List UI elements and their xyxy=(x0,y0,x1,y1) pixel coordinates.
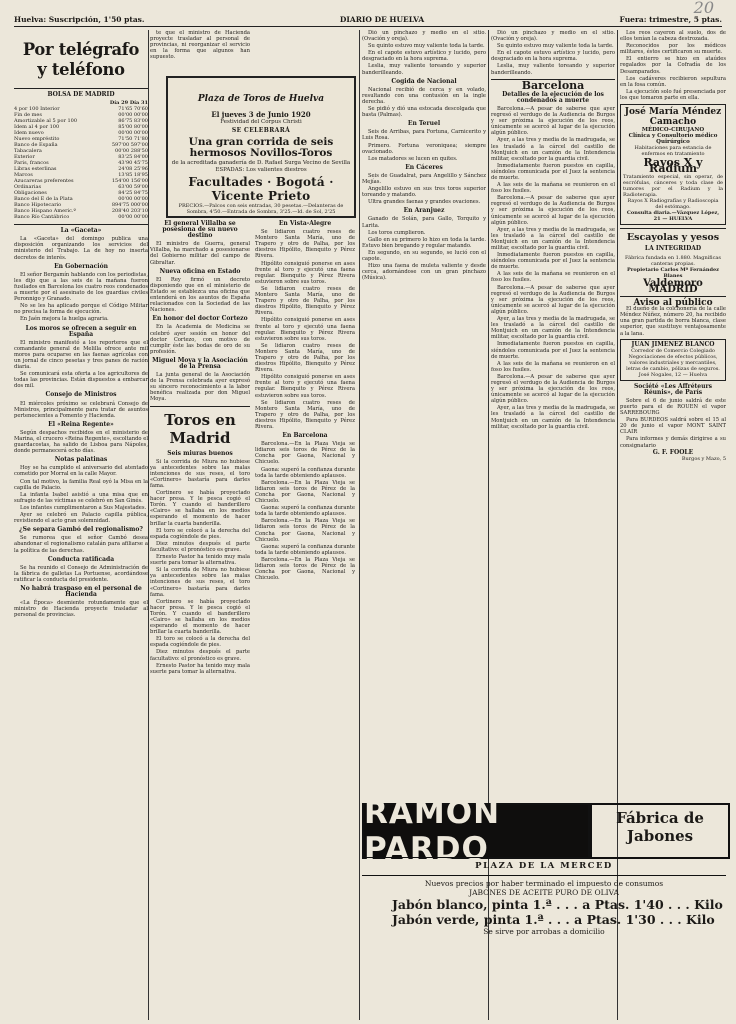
article-text: En el capote estuvo artístico y lucido, pero desgraciado en la hora suprema. xyxy=(491,50,615,63)
stock-name: Nuevo empréstito xyxy=(14,136,60,143)
article-heading: En Vista-Alegre xyxy=(278,220,332,227)
article-text: Seis de Guadalrat, para Angelillo y Sánchez Mejías. xyxy=(362,172,486,185)
stock-name: 4 por 100 Interior xyxy=(14,106,60,113)
column-2a xyxy=(150,218,250,1013)
ad-prices: PRECIOS.—Palcos con seis entradas, 30 pesetas.—Delanteras de Sombra, 4'50.—Entrada de Sombra, 3'25.—Id. de Sol, 2'25 xyxy=(178,203,344,215)
stock-name: Banco Hipotecario xyxy=(14,202,62,209)
article-heading: No habrá traspaso en el personal de Hacienda xyxy=(20,584,142,599)
article-text: Con tal motivo, la familia Real oyó la Misa en la capilla de Palacio. xyxy=(14,478,148,491)
article-text: Hizo una faena de muleta valiente y desde cerca, adornándose con un gran pinchazo (Música). xyxy=(362,263,486,282)
article-text: Gallo en su primero lo hizo en toda la tarde. Estuvo bien bregando y regular matando. xyxy=(362,236,486,249)
stock-values: 85'00 80'00 xyxy=(118,124,148,131)
article-heading: Consejo de Ministros xyxy=(45,391,117,399)
column-4 xyxy=(491,30,615,800)
stock-values: 24'08 25'96 xyxy=(118,166,148,173)
stock-values: 00'00 00'00 xyxy=(118,130,148,137)
soap-prices xyxy=(362,876,726,1016)
stock-name: Ordinarias xyxy=(14,184,42,191)
divider xyxy=(620,296,726,297)
shipping-agent: G. F. FOOLE xyxy=(652,448,694,456)
ad-venue: Plaza de Toros de Huelva xyxy=(197,94,325,104)
stock-name: Obligaciones xyxy=(14,190,47,197)
column-5 xyxy=(620,30,726,800)
article-text: Ernesto Pastor ha tenido muy mala suerte para tomar la alternativa. xyxy=(150,554,250,567)
article-text: Se lidiaron cuatro reses de Montero Santa María, uno de Trapero y otro de Palha, por los diestros Hipólito, Bienquito y Pérez Rivera. xyxy=(255,229,355,260)
article-text: Nacional recibió de cerca y en volado, resultando con una contusión en la ingle derecha. xyxy=(362,86,486,105)
article-text: A las seis de la mañana se reunieron en el foso los fusiles. xyxy=(491,360,615,373)
stock-values: 43'90 45'75 xyxy=(118,160,148,167)
divider xyxy=(620,228,726,229)
stock-values: 71'50 71'80 xyxy=(118,136,148,143)
doctor-title: MÉDICO-CIRUJANO xyxy=(641,127,705,134)
article-heading: Cogida de Nacional xyxy=(391,77,457,85)
article-text: En la Academia de Medicina se celebró ayer sesión en honor del doctor Cortezo, con motivo de cumplir éste las bodas de oro de su profesión. xyxy=(150,324,250,355)
section-title: Toros en Madrid xyxy=(164,410,236,447)
stock-values: 83'25 84'00 xyxy=(118,154,148,161)
article-text: Ayer, a las tres y media de la madrugada, se les trasladó a la cárcel del castillo de Montjuich en un camión de la Intendencia militar, escoltado por la guardia civil. xyxy=(491,226,615,251)
article-heading: Seis miuras buenos xyxy=(167,449,233,457)
article-text: Gaona: superó la confianza durante toda la tarde obteniendo aplausos. xyxy=(255,505,355,518)
section-title: Por telégrafo y teléfono xyxy=(22,40,140,80)
article-heading: El general Villalba se posesiona de su nuevo destino xyxy=(162,220,238,240)
article-heading: El «Reina Regente» xyxy=(48,420,114,428)
article-heading: Miguel Moya y la Asociación de la Prensa xyxy=(152,356,248,370)
article-text: Dió un pinchazo y medio en el sitio. (Ovación y oreja). xyxy=(491,30,615,43)
broker-title: Corredor de Comercio Colegiado xyxy=(631,347,715,354)
stock-name: Libras esterlinas xyxy=(14,166,57,173)
plaster-ad-text: Fábrica fundada en 1.880. Magníficas canteras propias. xyxy=(625,254,721,267)
newspaper-name: DIARIO DE HUELVA xyxy=(339,14,425,24)
article-text: Su quinto estuvo muy valiente toda la tarde. xyxy=(497,43,614,50)
clinic-text: Tratamiento especial, sin operar, de escrófulas, cánceres y toda clase de tumores por el Radium y la Radioterapia. xyxy=(623,173,723,198)
article-text: Dió un pinchazo y medio en el sitio. (Ovación y oreja). xyxy=(362,30,486,43)
shipping-address: Burgos y Mazo, 5 xyxy=(681,455,726,462)
article-text: Hipólito consiguió ponerse en ases frente al toro y ejecutó una faena regular. Bienquito y Pérez Rivera estuvieron sobre sus toros. xyxy=(255,317,355,342)
article-text: Ganado de Solán, para Gallo, Torquito y Larita. xyxy=(362,216,486,229)
broker-address: José Nogales, 12 — Huelva xyxy=(638,371,708,378)
article-text: El miércoles próximo se celebrará Consejo de Ministros, principalmente para tratar de asuntos pertenecientes a Fomento y Hacienda. xyxy=(14,400,148,419)
article-text: Se rumorea que el señor Cambó desea abandonar el regionalismo catalán para afiliarse a la política de las derechas. xyxy=(14,535,148,554)
broker-text: Negociaciones de efectos públicos, valores industriales y mercantiles, letras de cambio, pólizas de seguros. xyxy=(626,353,720,372)
divider xyxy=(150,406,250,407)
article-text: El toro se colocó a la derecha del espada cogiéndole de pies. xyxy=(150,527,250,540)
article-text: Inmediatamente fueron puestos en capilla, siéndoles comunicada por el Juez la sentencia de muerte. xyxy=(491,252,615,271)
article-text: La junta general de la Asociación de la Prensa celebrada ayer expresó su sincero reconocimiento a la labor benéfica realizada por don Miguel Moya. xyxy=(150,372,250,403)
stock-values: 84'25 84'75 xyxy=(118,190,148,197)
article-text: En el capote estuvo artístico y lucido, pero desgraciado en la hora suprema. xyxy=(362,50,486,63)
plaster-ad-title: Escayolas y yesos xyxy=(626,232,720,244)
article-text: te que el ministro de Hacienda proyecte trasladar al personal de provincias, ni reorganizar el servicio en la forma que algunos han supuesto. xyxy=(150,30,250,61)
stock-name: Marcos xyxy=(14,172,33,179)
article-text: Si la corrida de Miura no hubiese ya antecedentes sobre las malas intenciones de sus reses, el toro «Cortinero» bastaría para darles fama. xyxy=(150,567,250,598)
stock-values: 208'40 203'10 xyxy=(111,208,148,215)
article-text: Barcelona.—En la Plaza Vieja se lidiaron seis toros de Pérez de la Concha por Gaona, Nacional y Chicuelo. xyxy=(255,556,355,582)
ramon-pardo-banner: RAMON PARDO xyxy=(362,803,590,859)
article-text: Ayer, a las tres y media de la madrugada, se les trasladó a la cárcel del castillo de Montjuich en un camión de la Intendencia militar, escoltado por la guardia civil. xyxy=(491,137,615,162)
article-text: Ayer se celebró en Palacio capilla pública, revistiendo el acto gran solemnidad. xyxy=(14,512,148,525)
article-text: «La Época» desmiente rotundamente que el ministro de Hacienda proyecte trasladar al personal de provincias. xyxy=(14,600,148,619)
column-rule xyxy=(359,30,360,1020)
article-text: Se comunicará esta oferta a los agricultores de todas las provincias. Están dispuestos a embarcar dos mil. xyxy=(14,371,148,390)
article-heading: En Gobernación xyxy=(54,262,108,270)
article-text: Barcelona.—En la Plaza Vieja se lidiaron seis toros de Pérez de la Concha por Gaona, Nacional y Chicuelo. xyxy=(255,518,355,543)
shipping-text: Para BURDEOS saldrá sobre el 15 al 20 de junio el vapor MONT SAINT CLAIR xyxy=(620,417,726,436)
section-title: Barcelona xyxy=(521,78,585,92)
doctor-name: José María Méndez Camacho xyxy=(624,107,722,128)
stock-values: 71'65 70'60 xyxy=(118,106,148,113)
stock-name: Banco Hispano Americ.º xyxy=(14,208,76,215)
soap-price-row: Jabón verde, pinta 1.ª . . . a Ptas. 1'30 . . . Kilo xyxy=(392,912,715,927)
article-text: Diez minutos después el parte facultativo: el pronóstico es grave. xyxy=(150,649,250,662)
clinic-address: Consulta diaria.—Vázquez López, 21 — HUELVA xyxy=(626,210,720,223)
stock-values: 00'00 288'50 xyxy=(115,148,148,155)
stock-name: Banco de España xyxy=(14,142,58,149)
article-text: El ministro manifestó a los reporteros que el comandante general de Melilla ofrece ante mil moros para ocuparse en las faenas agrícolas con un jornal de cinco pesetas y tres panes de ración diaria. xyxy=(14,339,148,371)
stock-values: 597'00 597'00 xyxy=(111,142,148,149)
article-text: Cortinero se había proyectado hacer presa. Y le pesca cogió el Torón. Y cuando el banderillero «Cairo» se hallaba en los medios esperando el momento de hacer brillar la cuarta banderilla. xyxy=(150,490,250,527)
article-text: En Jaén mejora la huelga agraria. xyxy=(20,316,109,323)
article-heading: ¿Se separa Gambó del regionalismo? xyxy=(19,526,143,534)
stock-name: Paris, francos xyxy=(14,160,49,167)
plaster-ad-town: Valdemoro MADRID xyxy=(643,277,703,295)
article-text: Barcelona.—A pesar de saberse que ayer regresó el verdugo de la Audiencia de Burgos y ser próxima la ejecución de los reos, únicamente se acercó al lugar de la ejecución algún público. xyxy=(491,195,615,226)
xray-heading: Rayos X y Radium xyxy=(643,155,703,175)
article-heading: Los moros se ofrecen a seguir en España xyxy=(25,324,137,338)
stock-values: 00'00 00'00 xyxy=(118,214,148,221)
soap-price-row: Jabón blanco, pinta 1.ª . . . a Ptas. 1'40 . . . Kilo xyxy=(392,897,723,912)
article-text: Los cadáveres recibieron sepultura en la fosa común. xyxy=(620,75,726,88)
article-text: Seis de Arribas, para Fortuna, Carnicerito y Luis Rosa. xyxy=(362,129,486,142)
article-text: El entierro se hizo en ataúdes regalados por la Cofradía de los Desamparados. xyxy=(620,56,726,75)
stock-name: Exterior xyxy=(14,154,35,161)
article-heading: Detalles de la ejecución de los condenados a muerte xyxy=(502,90,604,104)
article-text: La infanta Isabel asistió a una misa que en sufragio de las víctimas se celebró en San Ginés. xyxy=(14,491,148,504)
stock-name: Banco Río Cantábrico xyxy=(14,214,70,221)
stock-table xyxy=(14,106,148,220)
ad-date: El jueves 3 de Junio 1920 xyxy=(211,110,311,119)
article-text: Los infantes cumplimentaron a Sus Majestades. xyxy=(20,504,147,511)
plaster-ad-sub: LA INTEGRIDAD xyxy=(644,245,702,253)
ad-festivity: Festividad del Corpus Christi xyxy=(220,119,302,125)
article-text: Primero. Fortuna veroniquea; siempre ovacionado. xyxy=(362,142,486,155)
masthead-strip xyxy=(14,12,722,27)
notice-text: El dueño de la colchonería de la calle Méndez Núñez, número 20, ha recibido una gran partida de borra blanca, clase superior, que sustituye ventajosamente a la lana. xyxy=(620,306,726,337)
column-1 xyxy=(14,30,148,1015)
ad-ranch: de la acreditada ganadería de D. Rafael Surga Vecino de Sevilla xyxy=(171,160,351,166)
article-text: La «Gaceta» del domingo publica una disposición organizando los servicios del ministerio del Trabajo. La de hoy no inserta decretos de interés. xyxy=(14,236,148,261)
article-text: El ministro de Guerra, general Villalba, ha marchado a posesionarse del Gobierno militar del campo de Gibraltar. xyxy=(150,241,250,266)
article-text: Inmediatamente fueron puestos en capilla, siéndoles comunicada por el Juez la sentencia de muerte. xyxy=(491,341,615,360)
article-heading: En Barcelona xyxy=(282,432,328,440)
article-text: Según despachos recibidos en el ministerio de Marina, el crucero «Reina Regente», escoltando el guardacostas, ha salido de Lisboa para Nápoles, donde permanecerá ocho días. xyxy=(14,429,148,455)
ad-bullfighters: Facultades · Bogotá · Vicente Prieto xyxy=(188,175,334,203)
bolsa-heading: BOLSA DE MADRID xyxy=(47,91,115,98)
article-heading: En Teruel xyxy=(407,120,441,128)
article-text: Se ha reunido el Consejo de Administración de la fábrica de galletas La Portuense, acordándose ratificar la conducta del presidente. xyxy=(14,564,148,583)
divider xyxy=(14,224,148,225)
article-text: Angelillo estuvo en sus tres toros superior toreando y matando. xyxy=(362,186,486,199)
ad-swords: ESPADAS: Los valientes diestros xyxy=(215,167,307,173)
soap-delivery: Se sirve por arrobas a domicilio xyxy=(483,927,605,936)
handwritten-page-number: 20 xyxy=(693,0,714,17)
ad-event: Una gran corrida de seis hermosos Novillos-Toros xyxy=(188,136,334,159)
article-text: Gaona: superó la confianza durante toda la tarde obteniendo aplausos. xyxy=(255,466,355,479)
article-heading: En Cáceres xyxy=(405,163,443,171)
stock-name: Idem al 4 por 100 xyxy=(14,124,60,131)
stock-values: 63'00 59'00 xyxy=(118,184,148,191)
broker-name: JUAN JIMENEZ BLANCO xyxy=(631,340,715,348)
article-text: Hipólito consiguió ponerse en ases frente al toro y ejecutó una faena regular. Bienquito y Pérez Rivera estuvieron sobre sus toros. xyxy=(255,374,355,399)
stock-values: 894'75 000'00 xyxy=(111,202,148,209)
soap-subtitle: JABONES DE ACEITE PURO DE OLIVA xyxy=(469,888,619,897)
stock-name: Azucareras preferentes xyxy=(14,178,74,185)
article-heading: Nueva oficina en Estado xyxy=(159,267,241,275)
column-2-top xyxy=(150,30,250,80)
article-text: Reconocidos por los médicos militares, éstos certificaron su muerte. xyxy=(620,43,726,56)
article-text: Ayer, a las tres y media de la madrugada, se les trasladó a la cárcel del castillo de Montjuich en un camión de la Intendencia militar, escoltado por la guardia civil. xyxy=(491,405,615,430)
shipping-text: Sobre el 6 de junio saldrá de este puerto para el de ROUEN el vapor SARREBOURG xyxy=(620,397,726,417)
stock-values: 00'00 00'00 xyxy=(118,112,148,119)
stock-values: 00'00 00'00 xyxy=(118,196,148,203)
article-text: Ernesto Pastor ha tenido muy mala suerte para tomar la alternativa. xyxy=(150,662,250,675)
article-text: En segundo, en su segundo, se lució con el capote. xyxy=(362,249,486,262)
soap-factory-title: Fábrica de Jabones xyxy=(616,809,704,845)
plaster-ad-owner: Propietario Carlos Mª Fernández Blanes xyxy=(627,266,719,279)
bolsa-dates: Día 29 Día 31 xyxy=(109,100,148,107)
stock-name: Amortizable al 5 por 100 xyxy=(14,118,77,125)
article-heading: Conducta ratificada xyxy=(47,555,115,563)
divider xyxy=(14,88,148,89)
article-text: Se pidió y dió una estocada descolgada que basta (Palmas). xyxy=(362,106,486,119)
article-text: Si la corrida de Miura no hubiese ya antecedentes sobre las malas intenciones de sus reses, el toro «Cortinero» bastaría para darles fama. xyxy=(150,458,250,489)
article-text: Se lidiaron cuatro reses de Montero Santa María, uno de Trapero y otro de Palha, por los diestros Hipólito, Bienquito y Pérez Rivera. xyxy=(255,399,355,430)
notice-title: Aviso al público xyxy=(633,298,713,309)
article-text: Hoy se ha cumplido el aniversario del atentado cometido por Morral en la calle Mayor. xyxy=(14,465,148,478)
clinic-rooms: Habitaciones para estancia de enfermos en tratamiento xyxy=(634,145,712,158)
stock-name: Banco del E de la Plata xyxy=(14,196,73,203)
article-text: Leslia, muy valiente toreando y superior banderilleando. xyxy=(362,63,486,76)
article-text: Se lidiaron cuatro reses de Montero Santa María, uno de Trapero y otro de Palha, por los diestros Hipólito, Bienquito y Pérez Rivera. xyxy=(255,285,355,317)
column-2b xyxy=(255,218,355,1013)
article-text: Ayer, a las tres y media de la madrugada, se les trasladó a la cárcel del castillo de Montjuich en un camión de la Intendencia militar, escoltado por la guardia civil. xyxy=(491,316,615,341)
article-text: Se lidiaron cuatro reses de Montero Santa María, uno de Trapero y otro de Palha, por los diestros Hipólito, Bienquito y Pérez Rivera. xyxy=(255,342,355,374)
article-text: El Rey firmó un decreto disponiendo que en el ministerio de Estado se establezca una oficina que entenderá en los asuntos de España relacionados con la Sociedad de las Naciones. xyxy=(150,276,250,314)
article-text: La ejecución solo fué presenciada por los que tomaron parte en ella. xyxy=(620,88,726,101)
article-text: Su quinto estuvo muy valiente toda la tarde. xyxy=(368,43,485,50)
subscription-local: Huelva: Suscripción, 1'50 ptas. xyxy=(14,14,145,24)
column-3 xyxy=(362,30,486,800)
shipping-heading: Société «Les Affréteurs Réunis», de París xyxy=(633,382,713,396)
shipping-text: Para informes y demás dirigirse a su consignatario xyxy=(620,436,726,449)
stock-row xyxy=(14,214,148,220)
article-text: Inmediatamente fueron puestos en capilla, siéndoles comunicada por el Juez la sentencia de muerte. xyxy=(491,162,615,181)
article-heading: En Aranjuez xyxy=(403,207,445,215)
stock-values: 154'00 156'00 xyxy=(111,178,148,185)
article-heading: Notas palatinas xyxy=(54,456,108,464)
plaza-merced-line: PLAZA DE LA MERCED xyxy=(362,857,726,876)
clinic-line: Clínica y Consultorio médico Quirúrgico xyxy=(628,133,718,146)
article-text: Barcelona.—A pesar de saberse que ayer regresó el verdugo de la Audiencia de Burgos y ser próxima la ejecución de los reos, únicamente se acercó al lugar de la ejecución algún público. xyxy=(491,284,615,315)
article-text: Barcelona.—En la Plaza Vieja se lidiaron seis toros de Pérez de la Concha por Gaona, Nacional y Chicuelo. xyxy=(255,479,355,505)
article-text: Diez minutos después el parte facultativo: el pronóstico es grave. xyxy=(150,540,250,553)
article-text: A las seis de la mañana se reunieron en el foso los fusiles. xyxy=(491,271,615,284)
bullfight-advertisement xyxy=(166,76,356,218)
stock-name: Idem nuevo xyxy=(14,130,44,137)
article-text: El señor Bergamín hablando con los periodistas, les dijo que a las seis de la mañana fueron fusilados en Barcelona los cuatro reos condenados a muerte por el asesinato de los guardias civiles Peronnigo y Granado. xyxy=(14,271,148,303)
stock-values: 86'75 83'00 xyxy=(118,118,148,125)
soap-notice: Nuevos precios por haber terminado el impuesto de consumos xyxy=(424,879,664,888)
soap-factory-box xyxy=(590,803,730,859)
article-text: Gaona: superó la confianza durante toda la tarde obteniendo aplausos. xyxy=(255,543,355,556)
article-text: Barcelona.—En la Plaza Vieja se lidiaron seis toros de Pérez de la Concha por Gaona, Nacional y Chicuelo. xyxy=(255,441,355,466)
article-text: Leslia, muy valiente toreando y superior banderilleando. xyxy=(491,63,615,76)
stock-name: Tabacalera xyxy=(14,148,42,155)
article-text: El toro se colocó a la derecha del espada cogiéndole de pies. xyxy=(150,636,250,649)
article-text: Los reos cayeron al suelo, dos de ellos tenían la cabeza destrozada. xyxy=(620,30,726,43)
column-rule xyxy=(148,30,149,1020)
article-heading: La «Gaceta» xyxy=(60,227,102,235)
article-text: Hipólito consiguió ponerse en ases frente al toro y ejecutó una faena regular. Bienquito y Pérez Rivera estuvieron sobre sus toros. xyxy=(255,260,355,285)
broker-advertisement xyxy=(620,339,726,381)
stock-values: 13'85 18'95 xyxy=(118,172,148,179)
article-text: Los toros cumplieron. xyxy=(368,229,426,236)
ad-celebrates: SE CELEBRARÁ xyxy=(231,127,291,134)
article-heading: En honor del doctor Cortezo xyxy=(152,315,248,323)
article-text: Barcelona.—A pesar de saberse que ayer regresó el verdugo de la Audiencia de Burgos y ser próxima la ejecución de los reos, únicamente se acercó al lugar de la ejecución algún público. xyxy=(491,105,615,137)
article-text: Los matadores se lucen en quites. xyxy=(368,155,458,162)
article-text: Barcelona.—A pesar de saberse que ayer regresó el verdugo de la Audiencia de Burgos y ser próxima la ejecución de los reos, únicamente se acercó al lugar de la ejecución algún público. xyxy=(491,373,615,405)
clinic-text: Rayos X Radiografías y Radioscopia del estómago. xyxy=(627,198,719,211)
article-text: No se les ha aplicado porque el Código Militar no precisa la forma de ejecución. xyxy=(14,303,148,316)
article-text: Cortinero se había proyectado hacer presa. Y le pesca cogió el Torón. Y cuando el banderillero «Cairo» se hallaba en los medios esperando el momento de hacer brillar la cuarta banderilla. xyxy=(150,598,250,636)
subscription-outside: Fuera: trimestre, 5 ptas. xyxy=(619,14,722,24)
stock-name: Fin de mes xyxy=(14,112,42,119)
article-text: A las seis de la mañana se reunieron en el foso los fusiles. xyxy=(491,182,615,195)
doctor-advertisement xyxy=(620,104,726,225)
article-text: Ultra grandes faenas y grandes ovaciones. xyxy=(368,199,481,206)
